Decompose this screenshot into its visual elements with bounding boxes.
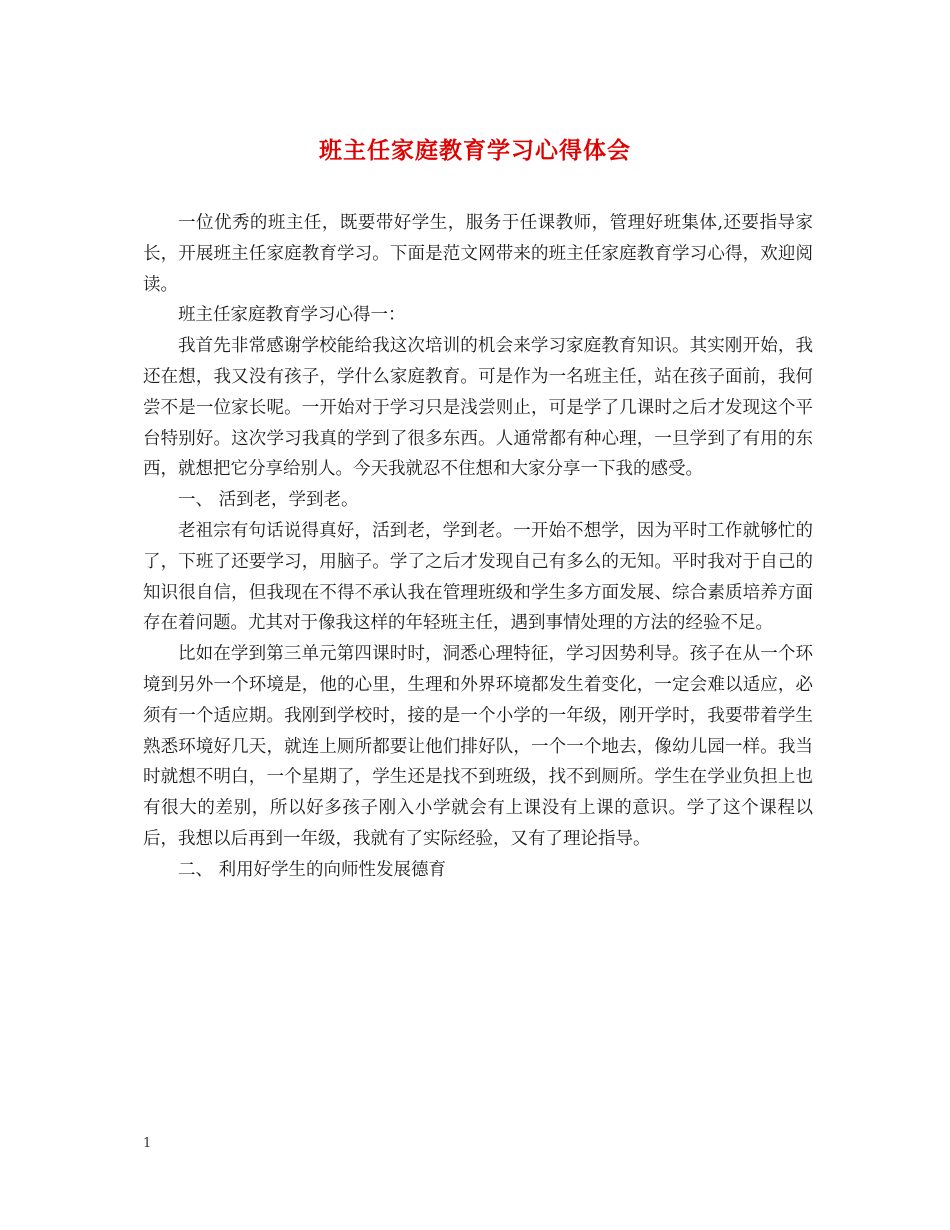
paragraph-point-two-heading: 二、 利用好学生的向师性发展德育	[178, 859, 447, 880]
page-number: 1	[143, 1136, 152, 1151]
paragraph-point-one-heading: 一、 活到老，学到老。	[178, 490, 359, 511]
document-title: 班主任家庭教育学习心得体会	[319, 137, 631, 164]
document-body	[143, 208, 813, 886]
paragraph-intro: 一位优秀的班主任，既要带好学生，服务于任课教师，管理好班集体,还要指导家长，开展班主任家庭教育学习。下面是范文网带来的班主任家庭教育学习心得，欢迎阅读。	[143, 213, 813, 295]
paragraph-point-one-body: 老祖宗有句话说得真好，活到老，学到老。一开始不想学，因为平时工作就够忙的了，下班了还要学习，用脑子。学了之后才发现自己有多么的无知。平时我对于自己的知识很自信，但我现在不得不承认我在管理班级和学生多方面发展、综合素质培养方面存在着问题。尤其对于像我这样的年轻班主任，遇到事情处理的方法的经验不足。	[143, 520, 813, 634]
paragraph-gratitude: 我首先非常感谢学校能给我这次培训的机会来学习家庭教育知识。其实刚开始，我还在想，我又没有孩子，学什么家庭教育。可是作为一名班主任，站在孩子面前，我何尝不是一位家长呢。一开始对于学习只是浅尝则止，可是学了几课时之后才发现这个平台特别好。这次学习我真的学到了很多东西。人通常都有种心理，一旦学到了有用的东西，就想把它分享给别人。今天我就忍不住想和大家分享一下我的感受。	[143, 336, 813, 480]
paragraph-example: 比如在学到第三单元第四课时时，洞悉心理特征，学习因势利导。孩子在从一个环境到另外一个环境是，他的心里，生理和外界环境都发生着变化，一定会难以适应，必须有一个适应期。我刚到学校时，接的是一个小学的一年级，刚开学时，我要带着学生熟悉环境好几天，就连上厕所都要让他们排好队，一个一个地去，像幼儿园一样。我当时就想不明白，一个星期了，学生还是找不到班级，找不到厕所。学生在学业负担上也有很大的差别，所以好多孩子刚入小学就会有上课没有上课的意识。学了这个课程以后，我想以后再到一年级，我就有了实际经验，又有了理论指导。	[143, 644, 813, 849]
paragraph-section-heading: 班主任家庭教育学习心得一：	[178, 305, 406, 326]
